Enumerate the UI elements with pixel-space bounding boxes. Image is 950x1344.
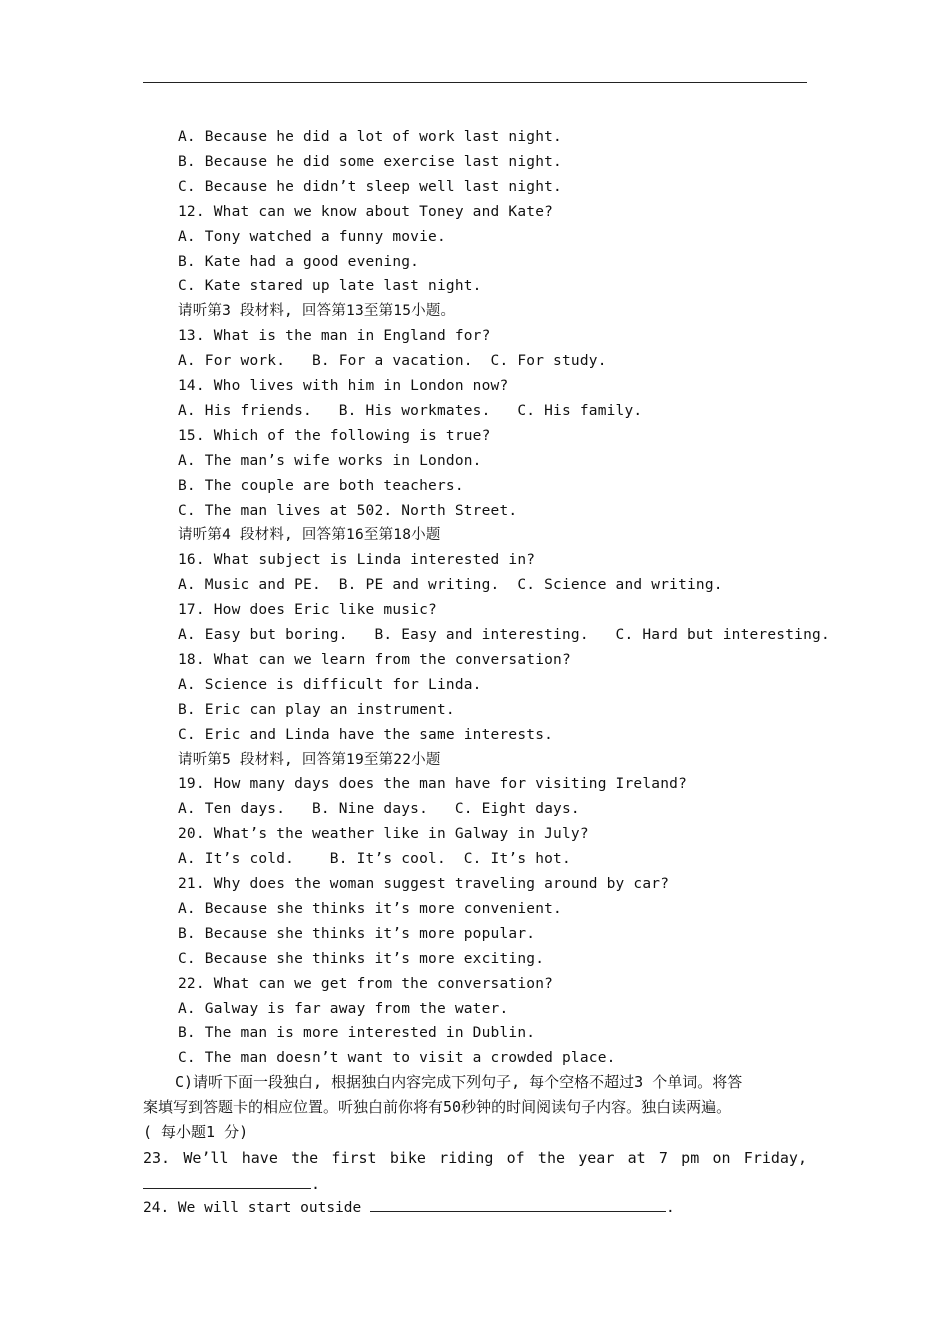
section-heading: 请听第4 段材料, 回答第16至第18小题: [178, 527, 441, 544]
option-line: A. Music and PE. B. PE and writing. C. Science and writing.: [178, 577, 723, 594]
section-c-line-1: C)请听下面一段独白, 根据独白内容完成下列句子, 每个空格不超过3 个单词。将答: [175, 1073, 743, 1091]
question-23-answer: [143, 1172, 807, 1197]
answer-blank-24[interactable]: [370, 1197, 666, 1212]
option-line: C. Because she thinks it’s more exciting.: [178, 950, 545, 967]
question-line: 15. Which of the following is true?: [178, 427, 491, 444]
option-line: B. Eric can play an instrument.: [178, 701, 455, 718]
option-line: C. The man lives at 502. North Street.: [178, 502, 518, 519]
option-line: A. Tony watched a funny movie.: [178, 228, 446, 245]
option-line: A. Galway is far away from the water.: [178, 1000, 509, 1017]
question-23-end: .: [311, 1175, 321, 1193]
section-heading: 请听第5 段材料, 回答第19至第22小题: [178, 751, 441, 768]
section-c-instructions: [143, 1070, 807, 1145]
question-line: 20. What’s the weather like in Galway in July?: [178, 826, 589, 843]
option-line: A. Science is difficult for Linda.: [178, 676, 482, 693]
question-23-text: 23. We’ll have the first bike riding of the year at 7 pm on Friday,: [143, 1149, 807, 1167]
section-c-line-2: 案填写到答题卡的相应位置。听独白前你将有50秒钟的时间阅读句子内容。独白读两遍。: [143, 1098, 732, 1116]
option-line: B. Kate had a good evening.: [178, 253, 420, 270]
option-line: A. The man’s wife works in London.: [178, 452, 482, 469]
header-rule: [143, 82, 807, 83]
option-line: A. Easy but boring. B. Easy and interesting. C. Hard but interesting.: [178, 627, 830, 643]
option-line: C. Kate stared up late last night.: [178, 278, 482, 295]
question-23: [143, 1146, 807, 1171]
option-line: A. Because he did a lot of work last night.: [178, 129, 562, 145]
question-24-text: 24. We will start outside: [143, 1200, 370, 1216]
question-line: 14. Who lives with him in London now?: [178, 378, 509, 394]
option-line: A. It’s cold. B. It’s cool. C. It’s hot.: [178, 851, 571, 868]
option-line: C. Eric and Linda have the same interests.: [178, 726, 554, 743]
option-line: C. Because he didn’t sleep well last night.: [178, 178, 562, 195]
option-line: A. Because she thinks it’s more convenient.: [178, 900, 562, 917]
section-c-line-3: ( 每小题1 分): [143, 1123, 249, 1141]
question-24: [143, 1196, 807, 1221]
question-line: 16. What subject is Linda interested in?: [178, 552, 536, 569]
section-heading: 请听第3 段材料, 回答第13至第15小题。: [178, 303, 456, 320]
question-line: 21. Why does the woman suggest traveling around by car?: [178, 876, 670, 892]
question-line: 22. What can we get from the conversation?: [178, 975, 554, 992]
question-line: 13. What is the man in England for?: [178, 328, 491, 345]
option-line: B. Because she thinks it’s more popular.: [178, 925, 536, 942]
option-line: B. Because he did some exercise last night.: [178, 153, 562, 170]
option-line: A. His friends. B. His workmates. C. His family.: [178, 402, 643, 419]
question-line: 12. What can we know about Toney and Kate?: [178, 203, 554, 220]
option-line: B. The man is more interested in Dublin.: [178, 1025, 536, 1042]
option-line: C. The man doesn’t want to visit a crowded place.: [178, 1050, 616, 1067]
option-line: B. The couple are both teachers.: [178, 477, 464, 494]
option-line: A. For work. B. For a vacation. C. For study.: [178, 353, 607, 370]
question-line: 18. What can we learn from the conversation?: [178, 651, 571, 668]
answer-blank-23[interactable]: [143, 1174, 311, 1189]
question-line: 19. How many days does the man have for visiting Ireland?: [178, 776, 687, 793]
option-line: A. Ten days. B. Nine days. C. Eight days.: [178, 801, 580, 818]
question-line: 17. How does Eric like music?: [178, 602, 437, 619]
question-24-end: .: [665, 1200, 675, 1216]
